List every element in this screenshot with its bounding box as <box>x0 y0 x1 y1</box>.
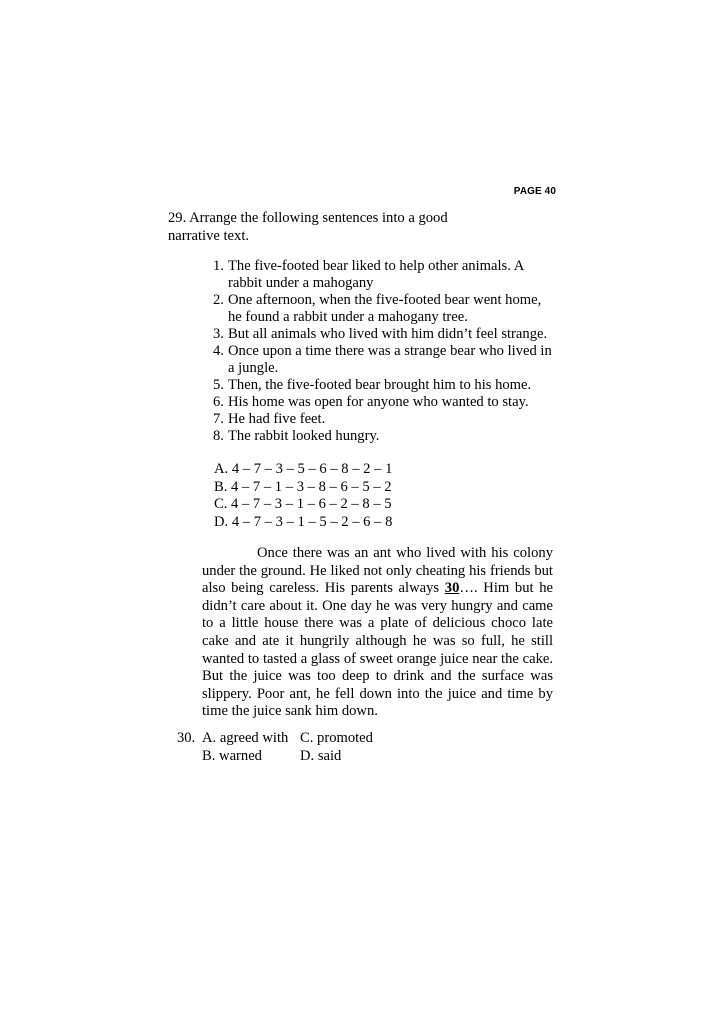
question-29-sentence-list <box>213 258 558 445</box>
sentence-number: 5. <box>213 377 224 393</box>
question-29-option-b: B. 4 – 7 – 1 – 3 – 8 – 6 – 5 – 2 <box>214 478 392 495</box>
sentence-text: But all animals who lived with him didn’t feel strange. <box>228 326 548 342</box>
sentence-text: One afternoon, when the five-footed bear went home, he found a rabbit under a mahogany tree. <box>228 292 542 325</box>
sentence-number: 1. <box>213 258 224 274</box>
passage-text-after-blank: …. Him but he didn’t care about it. One day he was very hungry and came to a little house there was a plate of delicious choco late cake and ate it hungrily although he was so full, he still wanted to tasted a glass of sweet orange juice near the cake. But the juice was too deep to drink and the surface was slippery. Poor ant, he fell down into the juice and time by time the juice sank him down. <box>202 580 553 720</box>
question-29-prompt-line-2: narrative text. <box>168 227 250 244</box>
sentence-item <box>213 377 558 394</box>
question-30-number: 30. <box>177 730 196 746</box>
page-number-label: PAGE 40 <box>513 186 556 197</box>
sentence-item <box>213 292 558 326</box>
reading-passage <box>202 545 553 721</box>
sentence-number: 7. <box>213 411 224 427</box>
sentence-number: 8. <box>213 428 224 444</box>
sentence-number: 4. <box>213 343 224 359</box>
sentence-item <box>213 394 558 411</box>
sentence-item <box>213 343 558 377</box>
question-30-row-1 <box>177 730 437 748</box>
question-30-spacer <box>177 748 202 766</box>
sentence-item <box>213 258 558 292</box>
sentence-text: Then, the five-footed bear brought him to his home. <box>228 377 532 393</box>
sentence-text: He had five feet. <box>228 411 326 427</box>
question-29-options <box>214 461 414 531</box>
passage-text-before-blank: Once there was an ant who lived with his colony under the ground. He liked not only cheating his friends but also being careless. His parents always <box>202 545 553 597</box>
question-29-prompt <box>168 210 468 245</box>
sentence-item <box>213 411 558 428</box>
sentence-text: The five-footed bear liked to help other animals. A rabbit under a mahogany <box>228 258 524 291</box>
question-30-option-d: D. said <box>300 747 342 764</box>
sentence-text: His home was open for anyone who wanted to stay. <box>228 394 529 410</box>
question-29-option-c: C. 4 – 7 – 3 – 1 – 6 – 2 – 8 – 5 <box>214 496 392 512</box>
question-29-prompt-line-1: 29. Arrange the following sentences into a good <box>168 210 448 226</box>
sentence-item <box>213 428 558 445</box>
sentence-text: The rabbit looked hungry. <box>228 428 380 444</box>
question-30-option-a: A. agreed with <box>202 730 289 746</box>
sentence-text: Once upon a time there was a strange bear who lived in a jungle. <box>228 343 552 376</box>
question-30 <box>177 730 437 765</box>
question-30-option-b: B. warned <box>202 747 262 764</box>
question-30-option-c: C. promoted <box>300 730 373 746</box>
sentence-number: 2. <box>213 292 224 308</box>
sentence-item <box>213 326 558 343</box>
blank-30-marker: 30 <box>444 580 460 597</box>
question-29-option-a: A. 4 – 7 – 3 – 5 – 6 – 8 – 2 – 1 <box>214 461 393 477</box>
sentence-number: 6. <box>213 394 224 410</box>
sentence-number: 3. <box>213 326 224 342</box>
question-29-option-d: D. 4 – 7 – 3 – 1 – 5 – 2 – 6 – 8 <box>214 513 393 530</box>
question-30-row-2 <box>177 748 437 766</box>
